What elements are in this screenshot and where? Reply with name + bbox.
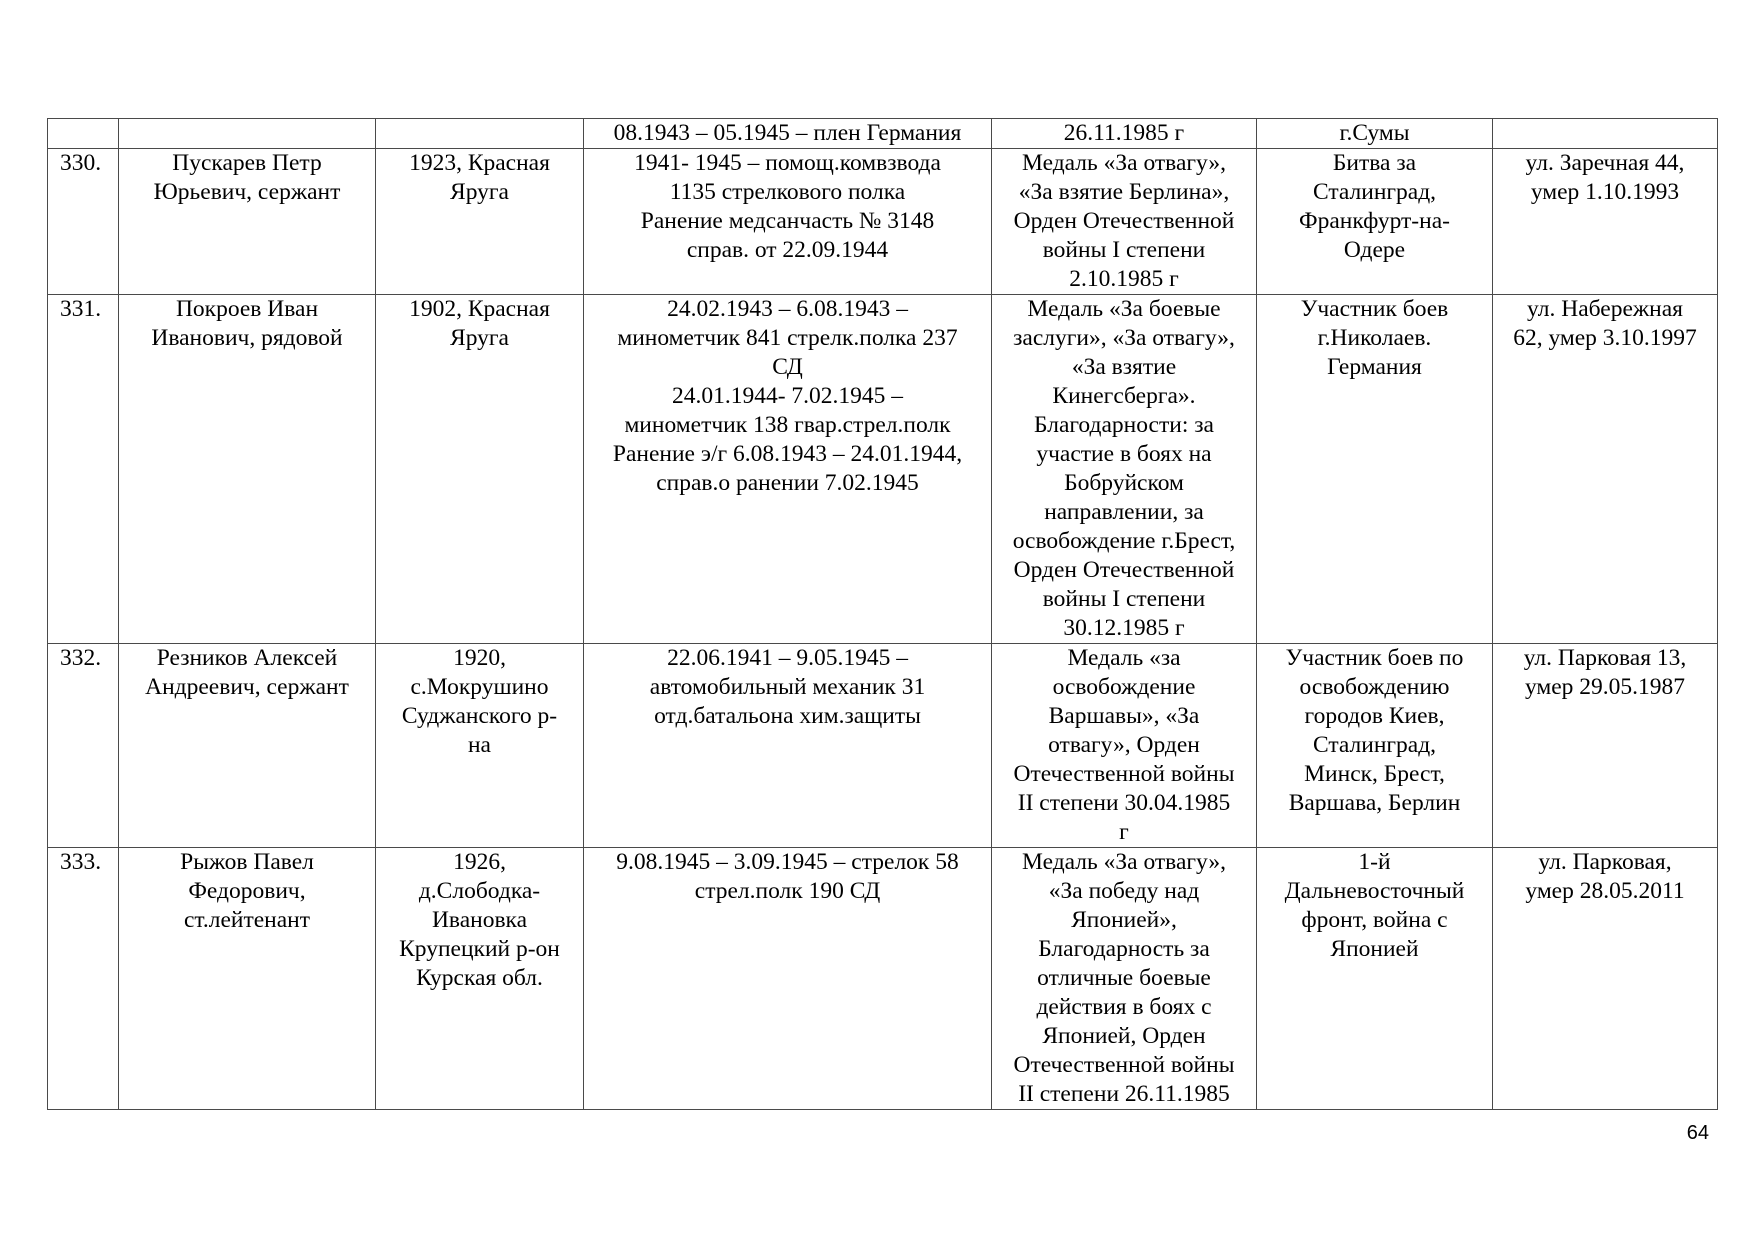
cell-line <box>121 119 373 148</box>
cell-line: II степени 26.11.1985 <box>1018 1081 1230 1107</box>
cell-line: 1902, Красная <box>409 296 550 322</box>
cell-number <box>48 644 119 848</box>
cell-line: 30.12.1985 г <box>1063 615 1185 641</box>
cell-name-rank <box>119 848 376 1110</box>
cell-line: 24.02.1943 – 6.08.1943 – <box>667 296 908 322</box>
cell-line: Андреевич, сержант <box>145 674 349 700</box>
cell-line: 62, умер 3.10.1997 <box>1513 325 1697 351</box>
cell-line: Варшавы», «За <box>1048 703 1200 729</box>
cell-line: Ивановка <box>431 907 528 933</box>
cell-birth <box>376 295 584 644</box>
cell-line: 9.08.1945 – 3.09.1945 – стрелок 58 <box>616 849 959 875</box>
cell-line: 330. <box>60 150 102 176</box>
cell-line: войны I степени <box>1042 237 1206 263</box>
cell-address-death <box>1493 644 1718 848</box>
cell-birth <box>376 848 584 1110</box>
cell-service <box>584 644 992 848</box>
cell-awards <box>992 119 1257 149</box>
cell-number <box>48 848 119 1110</box>
cell-line: Пускарев Петр <box>172 150 322 176</box>
cell-line: Медаль «За отвагу», <box>1022 150 1226 176</box>
cell-line: справ. от 22.09.1944 <box>686 237 889 263</box>
cell-line: с.Мокрушино <box>410 674 549 700</box>
cell-line: ул. Набережная <box>1527 296 1683 322</box>
cell-line: 1-й <box>1358 849 1391 875</box>
cell-line: ст.лейтенант <box>183 907 311 933</box>
cell-awards <box>992 295 1257 644</box>
cell-line: 26.11.1985 г <box>1063 120 1185 146</box>
cell-awards <box>992 848 1257 1110</box>
table-row <box>48 848 1718 1110</box>
cell-line: Участник боев <box>1300 296 1449 322</box>
table-row <box>48 295 1718 644</box>
cell-number <box>48 119 119 149</box>
table-row <box>48 149 1718 295</box>
cell-line: г.Николаев. <box>1317 325 1432 351</box>
cell-name-rank <box>119 119 376 149</box>
cell-line: Варшава, Берлин <box>1288 790 1461 816</box>
cell-line: Японией <box>1330 936 1419 962</box>
cell-line: «За взятие <box>1071 354 1177 380</box>
cell-battles <box>1257 119 1493 149</box>
cell-line: Отечественной войны <box>1013 1052 1235 1078</box>
cell-line: умер 28.05.2011 <box>1525 878 1685 904</box>
page-number: 64 <box>1686 1122 1709 1144</box>
cell-birth <box>376 644 584 848</box>
cell-birth <box>376 119 584 149</box>
cell-battles <box>1257 149 1493 295</box>
cell-line: фронт, война с <box>1301 907 1448 933</box>
cell-line: умер 1.10.1993 <box>1530 179 1680 205</box>
cell-line: 08.1943 – 05.1945 – плен Германия <box>613 120 962 146</box>
cell-line: Кинегсберга». <box>1052 383 1196 409</box>
cell-line: заслуги», «За отвагу», <box>1013 325 1235 351</box>
table-row <box>48 119 1718 149</box>
cell-line: Ранение э/г 6.08.1943 – 24.01.1944, <box>612 441 963 467</box>
cell-line: Франкфурт-на- <box>1299 208 1450 234</box>
cell-line: Яруга <box>450 179 509 205</box>
cell-line: д.Слободка- <box>418 878 541 904</box>
cell-line: войны I степени <box>1042 586 1206 612</box>
cell-line: Благодарность за <box>1038 936 1210 962</box>
cell-line: СД <box>772 354 803 380</box>
cell-line: Юрьевич, сержант <box>153 179 341 205</box>
cell-line: Суджанского р- <box>401 703 558 729</box>
cell-line: 332. <box>60 645 102 671</box>
cell-line: Орден Отечественной <box>1013 208 1235 234</box>
cell-line: Благодарности: за <box>1034 412 1214 438</box>
cell-line: минометчик 138 гвар.стрел.полк <box>624 412 951 438</box>
cell-service <box>584 848 992 1110</box>
cell-line: Дальневосточный <box>1284 878 1465 904</box>
cell-line: Крупецкий р-он <box>399 936 560 962</box>
cell-line: 1923, Красная <box>409 150 550 176</box>
cell-line: Федорович, <box>188 878 306 904</box>
cell-line: ул. Заречная 44, <box>1525 150 1685 176</box>
cell-name-rank <box>119 295 376 644</box>
cell-line: справ.о ранении 7.02.1945 <box>656 470 919 496</box>
cell-service <box>584 295 992 644</box>
cell-line: Покроев Иван <box>175 296 319 322</box>
cell-birth <box>376 149 584 295</box>
cell-address-death <box>1493 295 1718 644</box>
cell-line: «За взятие Берлина», <box>1018 179 1230 205</box>
cell-line: Сталинград, <box>1312 732 1437 758</box>
cell-line: г <box>1119 819 1129 845</box>
cell-line: Отечественной войны <box>1013 761 1235 787</box>
cell-line <box>60 119 116 148</box>
cell-line: освобождение г.Брест, <box>1012 528 1236 554</box>
cell-number <box>48 295 119 644</box>
cell-awards <box>992 644 1257 848</box>
cell-line: отвагу», Орден <box>1048 732 1200 758</box>
cell-line: Сталинград, <box>1312 179 1437 205</box>
cell-line: участие в боях на <box>1036 441 1212 467</box>
cell-line <box>378 119 581 148</box>
cell-line <box>1495 119 1715 148</box>
cell-line: 1920, <box>453 645 506 671</box>
cell-line: Одере <box>1343 237 1406 263</box>
cell-line: действия в боях с <box>1036 994 1212 1020</box>
cell-line: Иванович, рядовой <box>151 325 343 351</box>
cell-line: Японией, Орден <box>1042 1023 1206 1049</box>
cell-line: Медаль «За боевые <box>1027 296 1221 322</box>
cell-line: ул. Парковая 13, <box>1523 645 1687 671</box>
cell-line: стрел.полк 190 СД <box>694 878 881 904</box>
cell-line: Рыжов Павел <box>180 849 314 875</box>
cell-line: Резников Алексей <box>156 645 338 671</box>
cell-line: 331. <box>60 296 102 322</box>
cell-number <box>48 149 119 295</box>
cell-line: Курская обл. <box>416 965 543 991</box>
cell-line: 22.06.1941 – 9.05.1945 – <box>667 645 908 671</box>
cell-line: Медаль «За отвагу», <box>1022 849 1226 875</box>
cell-address-death <box>1493 119 1718 149</box>
table-row <box>48 644 1718 848</box>
cell-line: 1926, <box>453 849 506 875</box>
cell-line: ул. Парковая, <box>1538 849 1672 875</box>
cell-line: освобождение <box>1052 674 1196 700</box>
cell-address-death <box>1493 848 1718 1110</box>
cell-awards <box>992 149 1257 295</box>
cell-line: на <box>467 732 491 758</box>
cell-line: Японией», <box>1071 907 1177 933</box>
veterans-table <box>47 118 1718 1110</box>
cell-line: 1941- 1945 – помощ.комвзвода <box>634 150 941 176</box>
cell-line: освобождению <box>1299 674 1450 700</box>
cell-line: умер 29.05.1987 <box>1524 674 1686 700</box>
cell-line: Битва за <box>1332 150 1417 176</box>
cell-line: «За победу над <box>1048 878 1200 904</box>
cell-line: минометчик 841 стрелк.полка 237 <box>617 325 958 351</box>
cell-line: Бобруйском <box>1064 470 1184 496</box>
cell-line: Германия <box>1327 354 1422 380</box>
cell-battles <box>1257 848 1493 1110</box>
cell-line: городов Киев, <box>1304 703 1445 729</box>
cell-line: Медаль «за <box>1067 645 1181 671</box>
cell-line: автомобильный механик 31 <box>649 674 926 700</box>
cell-line: Участник боев по <box>1285 645 1464 671</box>
cell-line: Ранение медсанчасть № 3148 <box>640 208 935 234</box>
cell-name-rank <box>119 149 376 295</box>
cell-service <box>584 119 992 149</box>
cell-line: направлении, за <box>1044 499 1204 525</box>
cell-battles <box>1257 644 1493 848</box>
cell-address-death <box>1493 149 1718 295</box>
cell-line: II степени 30.04.1985 <box>1017 790 1231 816</box>
cell-line: отд.батальона хим.защиты <box>654 703 921 729</box>
cell-line: Яруга <box>450 325 509 351</box>
cell-line: Минск, Брест, <box>1304 761 1445 787</box>
cell-battles <box>1257 295 1493 644</box>
cell-line: 2.10.1985 г <box>1069 266 1179 292</box>
cell-line: 333. <box>60 849 102 875</box>
table-body <box>48 119 1718 1110</box>
cell-line: г.Сумы <box>1339 120 1410 146</box>
cell-name-rank <box>119 644 376 848</box>
cell-line: Орден Отечественной <box>1013 557 1235 583</box>
cell-line: 24.01.1944- 7.02.1945 – <box>671 383 904 409</box>
cell-line: 1135 стрелкового полка <box>669 179 906 205</box>
cell-line: отличные боевые <box>1037 965 1211 991</box>
cell-service <box>584 149 992 295</box>
